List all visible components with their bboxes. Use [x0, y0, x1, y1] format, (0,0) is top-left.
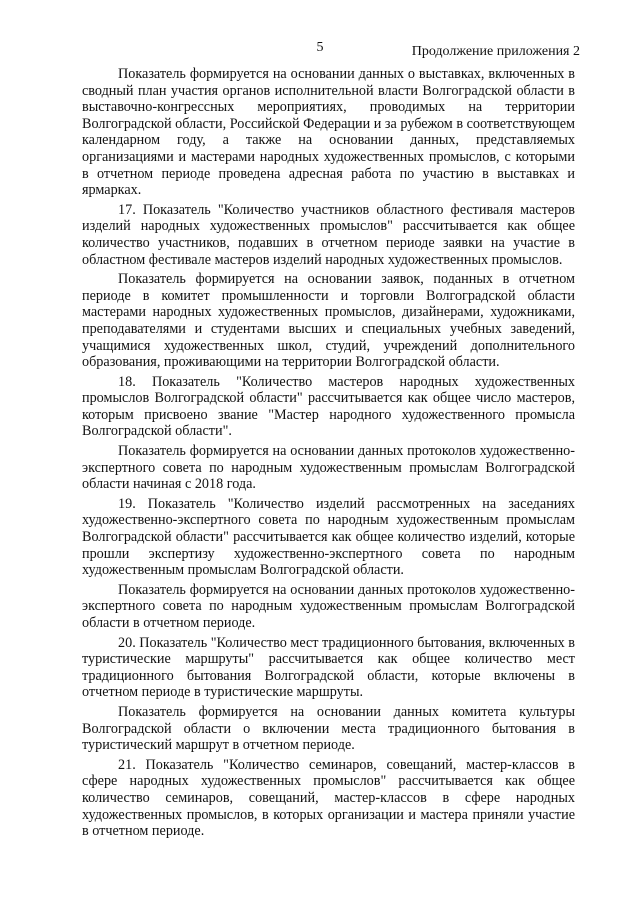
- paragraph: 19. Показатель "Количество изделий рассмотренных на заседаниях художественно-экспертного совета по народным художественным промыслам Волгоградской области" рассчитывается как общее количество изделий, которые прошли экспертизу художественно-экспертного совета по народным художественным промыслам Волгоградской области.: [82, 495, 575, 579]
- paragraph: 18. Показатель "Количество мастеров народных художественных промыслов Волгоградской области" рассчитывается как общее число мастеров, которым присвоено звание "Мастер народного художественного промысла Волгоградской области".: [82, 373, 575, 440]
- paragraph: 20. Показатель "Количество мест традиционного бытования, включенных в туристические маршруты" рассчитывается как общее количество мест традиционного бытования Волгоградской области, которые включены в отчетном периоде в туристические маршруты.: [82, 634, 575, 701]
- paragraph: 17. Показатель "Количество участников областного фестиваля мастеров изделий народных художественных промыслов" рассчитывается как общее количество участников, подавших в отчетном периоде заявки на участие в областном фестивале мастеров изделий народных художественных промыслов.: [82, 201, 575, 268]
- paragraph: Показатель формируется на основании заявок, поданных в отчетном периоде в комитет промышленности и торговли Волгоградской области мастерами народных художественных промыслов, дизайнерами, художниками, преподавателями и студентами высших и специальных учебных заведений, учащимися художественных школ, студий, учреждений дополнительного образования, проживающими на территории Волгоградской области.: [82, 271, 575, 371]
- page-number: 5: [316, 40, 324, 55]
- paragraph: 21. Показатель "Количество семинаров, совещаний, мастер-классов в сфере народных художественных промыслов" рассчитывается как общее количество семинаров, совещаний, мастер-классов в сфере народных художественных промыслов, в которых организации и мастера приняли участие в отчетном периоде.: [82, 756, 575, 840]
- paragraph: Показатель формируется на основании данных комитета культуры Волгоградской области о включении места традиционного бытования в туристический маршрут в отчетном периоде.: [82, 703, 575, 754]
- page-header: Продолжение приложения 2: [411, 44, 580, 59]
- paragraph: Показатель формируется на основании данных протоколов художественно-экспертного совета по народным художественным промыслам Волгоградской области начиная с 2018 года.: [82, 443, 575, 493]
- paragraph: Показатель формируется на основании данных протоколов художественно-экспертного совета по народным художественным промыслам Волгоградской области в отчетном периоде.: [82, 581, 575, 631]
- document-body: [82, 66, 575, 843]
- paragraph: Показатель формируется на основании данных о выставках, включенных в сводный план участия органов исполнительной власти Волгоградской области в выставочно-конгрессных мероприятиях, проводимых на территории Волгоградской области, Российской Федерации и за рубежом в соответствующем календарном году, а также на основании данных, представляемых организациями и мастерами народных художественных промыслов, с которыми в отчетном периоде проведена адресная работа по участию в выставках и ярмарках.: [82, 66, 575, 199]
